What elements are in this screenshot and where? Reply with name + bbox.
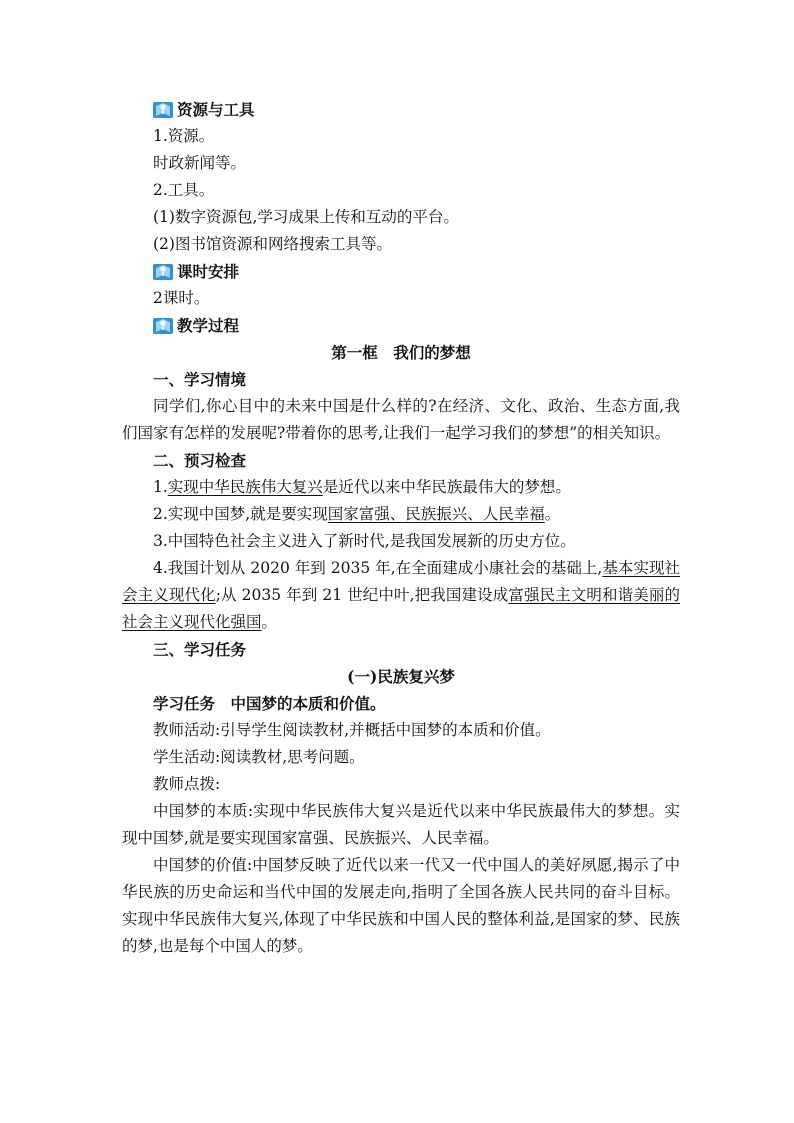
heading-tasks: 三、学习任务: [153, 640, 247, 659]
lesson-title: 第一框 我们的梦想: [331, 343, 471, 362]
heading-preview: 二、预习检查: [153, 451, 247, 470]
preview-underline: 国家富强、民族振兴、人民幸福: [327, 505, 545, 523]
preview-text: 。: [261, 613, 278, 631]
preview-text: ;从 2035 年到 21 世纪中叶,把我国建设成: [215, 586, 509, 604]
preview-text: 。: [544, 505, 561, 523]
preview-text: 2.实现中国梦,就是要实现: [153, 505, 328, 523]
preview-underline: 实现中华民族伟大复兴: [167, 478, 323, 496]
section-heading-resources: [152, 96, 680, 123]
preview-item-2: [122, 501, 680, 528]
situation-paragraph: 同学们,你心目中的未来中国是什么样的?在经济、文化、政治、生态方面,我们国家有怎样的发展呢?带着你的思考,让我们一起学习我们的梦想”的相关知识。: [122, 397, 680, 442]
student-activity: 学生活动:阅读教材,思考问题。: [153, 748, 365, 766]
preview-text: 1.: [153, 478, 168, 496]
schedule-text: 2课时。: [153, 289, 210, 307]
resource-item: 1.资源。: [153, 127, 215, 145]
preview-item-4: [122, 555, 680, 636]
teacher-activity: 教师活动:引导学生阅读教材,并概括中国梦的本质和价值。: [153, 721, 551, 739]
book-reading-icon: [152, 262, 174, 282]
section-heading-text: 课时安排: [177, 262, 240, 281]
preview-underline: 富强民主文明和谐美丽的社会主义现代化强国: [122, 586, 680, 631]
value-paragraph: 中国梦的价值:中国梦反映了近代以来一代又一代中国人的美好夙愿,揭示了中华民族的历史命运和当代中国的发展走向,指明了全国各族人民共同的奋斗目标。实现中华民族伟大复兴,体现了中华民族和中国人民的整体利益,是国家的梦、民族的梦,也是每个中国人的梦。: [122, 856, 680, 955]
preview-text: 4.我国计划从 2020 年到 2035 年,在全面建成小康社会的基础上,: [153, 559, 603, 577]
preview-underline: 基本实现社会主义现代化: [122, 559, 680, 604]
preview-item-3: 3.中国特色社会主义进入了新时代,是我国发展新的历史方位。: [153, 532, 576, 550]
section-heading-schedule: [152, 258, 680, 285]
heading-situation: 一、学习情境: [153, 370, 247, 389]
preview-item-1: [122, 474, 680, 501]
teacher-tip: 教师点拨:: [153, 775, 221, 793]
book-reading-icon: [152, 316, 174, 336]
task-subtitle: (一)民族复兴梦: [347, 667, 455, 686]
essence-paragraph: 中国梦的本质:实现中华民族伟大复兴是近代以来中华民族最伟大的梦想。实现中国梦,就是要实现国家富强、民族振兴、人民幸福。: [122, 802, 680, 847]
section-heading-text: 教学过程: [177, 316, 240, 335]
tool-detail-1: (1)数字资源包,学习成果上传和互动的平台。: [153, 208, 459, 226]
book-reading-icon: [152, 100, 174, 120]
task-title: 学习任务 中国梦的本质和价值。: [153, 694, 386, 713]
tool-detail-2: (2)图书馆资源和网络搜索工具等。: [153, 235, 392, 253]
document-content: [122, 96, 680, 960]
preview-text: 是近代以来中华民族最伟大的梦想。: [322, 478, 571, 496]
tool-item: 2.工具。: [153, 181, 215, 199]
section-heading-text: 资源与工具: [177, 100, 255, 119]
resource-detail: 时政新闻等。: [153, 154, 247, 172]
section-heading-process: [152, 312, 680, 339]
